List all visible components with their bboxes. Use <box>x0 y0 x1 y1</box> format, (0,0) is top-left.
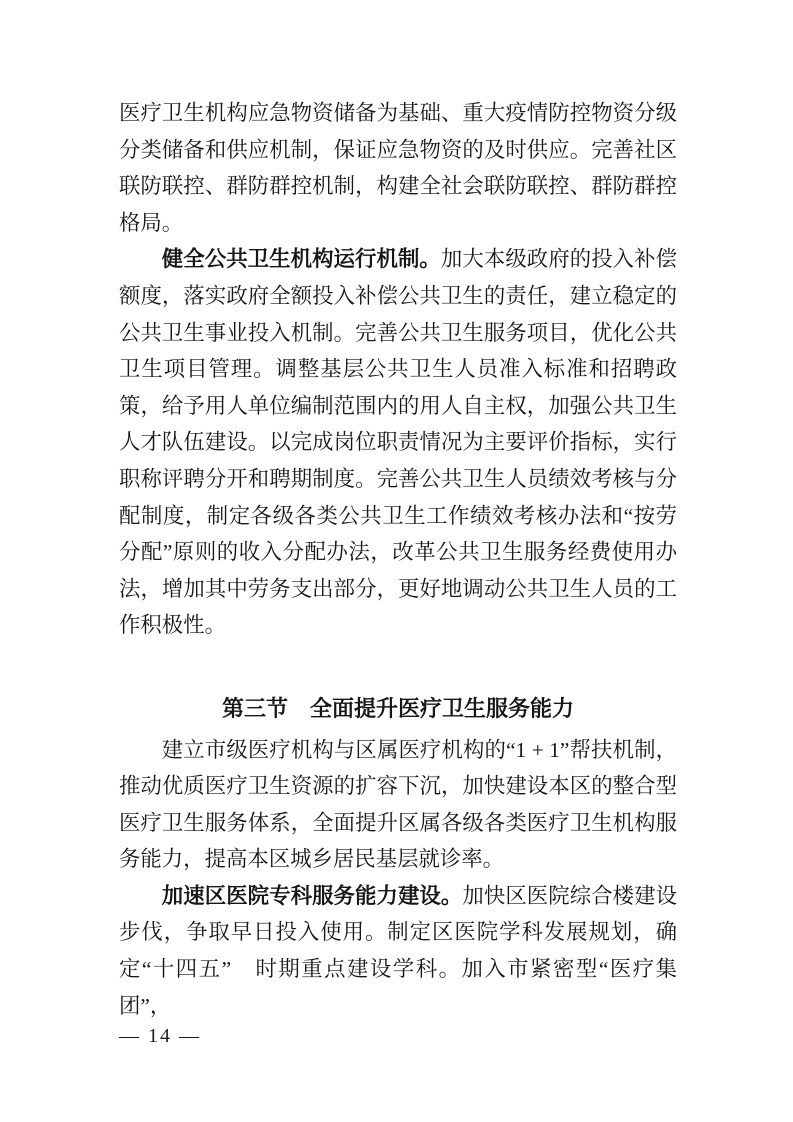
paragraph-4-text: 加快区医院综合楼建设步伐，争取早日投入使用。制定区医院学科发展规划，确定“十四五” 时期重点建设学科。加入市紧密型“医疗集团”， <box>119 883 677 1018</box>
page-number: — 14 — <box>119 1025 201 1047</box>
paragraph-continuation: 医疗卫生机构应急物资储备为基础、重大疫情防控物资分级分类储备和供应机制，保证应急物资的及时供应。完善社区联防联控、群防群控机制，构建全社会联防联控、群防群控格局。 <box>119 101 677 235</box>
paragraph-4-bold-lead: 加速区医院专科服务能力建设。 <box>161 883 463 908</box>
section-heading: 第三节 全面提升医疗卫生服务能力 <box>221 695 574 721</box>
page-body <box>119 95 677 1024</box>
paragraph-2-text: 加大本级政府的投入补偿额度，落实政府全额投入补偿公共卫生的责任，建立稳定的公共卫生事业投入机制。完善公共卫生服务项目，优化公共卫生项目管理。调整基层公共卫生人员准入标准和招聘政策，给予用人单位编制范围内的用人自主权，加强公共卫生人才队伍建设。以完成岗位职责情况为主要评价指标，实行职称评聘分开和聘期制度。完善公共卫生人员绩效考核与分配制度，制定各级各类公共卫生工作绩效考核办法和“按劳分配”原则的收入分配办法，改革公共卫生服务经费使用办法，增加其中劳务支出部分，更好地调动公共卫生人员的工作积极性。 <box>119 247 677 638</box>
paragraph-hospital-capability <box>119 878 677 1024</box>
paragraph-2-bold-lead: 健全公共卫生机构运行机制。 <box>161 247 441 272</box>
paragraph-help-mechanism: 建立市级医疗机构与区属医疗机构的“1 + 1”帮扶机制，推动优质医疗卫生资源的扩容下沉，加快建设本区的整合型医疗卫生服务体系，全面提升区属各级各类医疗卫生机构服务能力，提高本区城乡居民基层就诊率。 <box>119 737 677 872</box>
paragraph-public-health-mechanism <box>119 241 677 644</box>
